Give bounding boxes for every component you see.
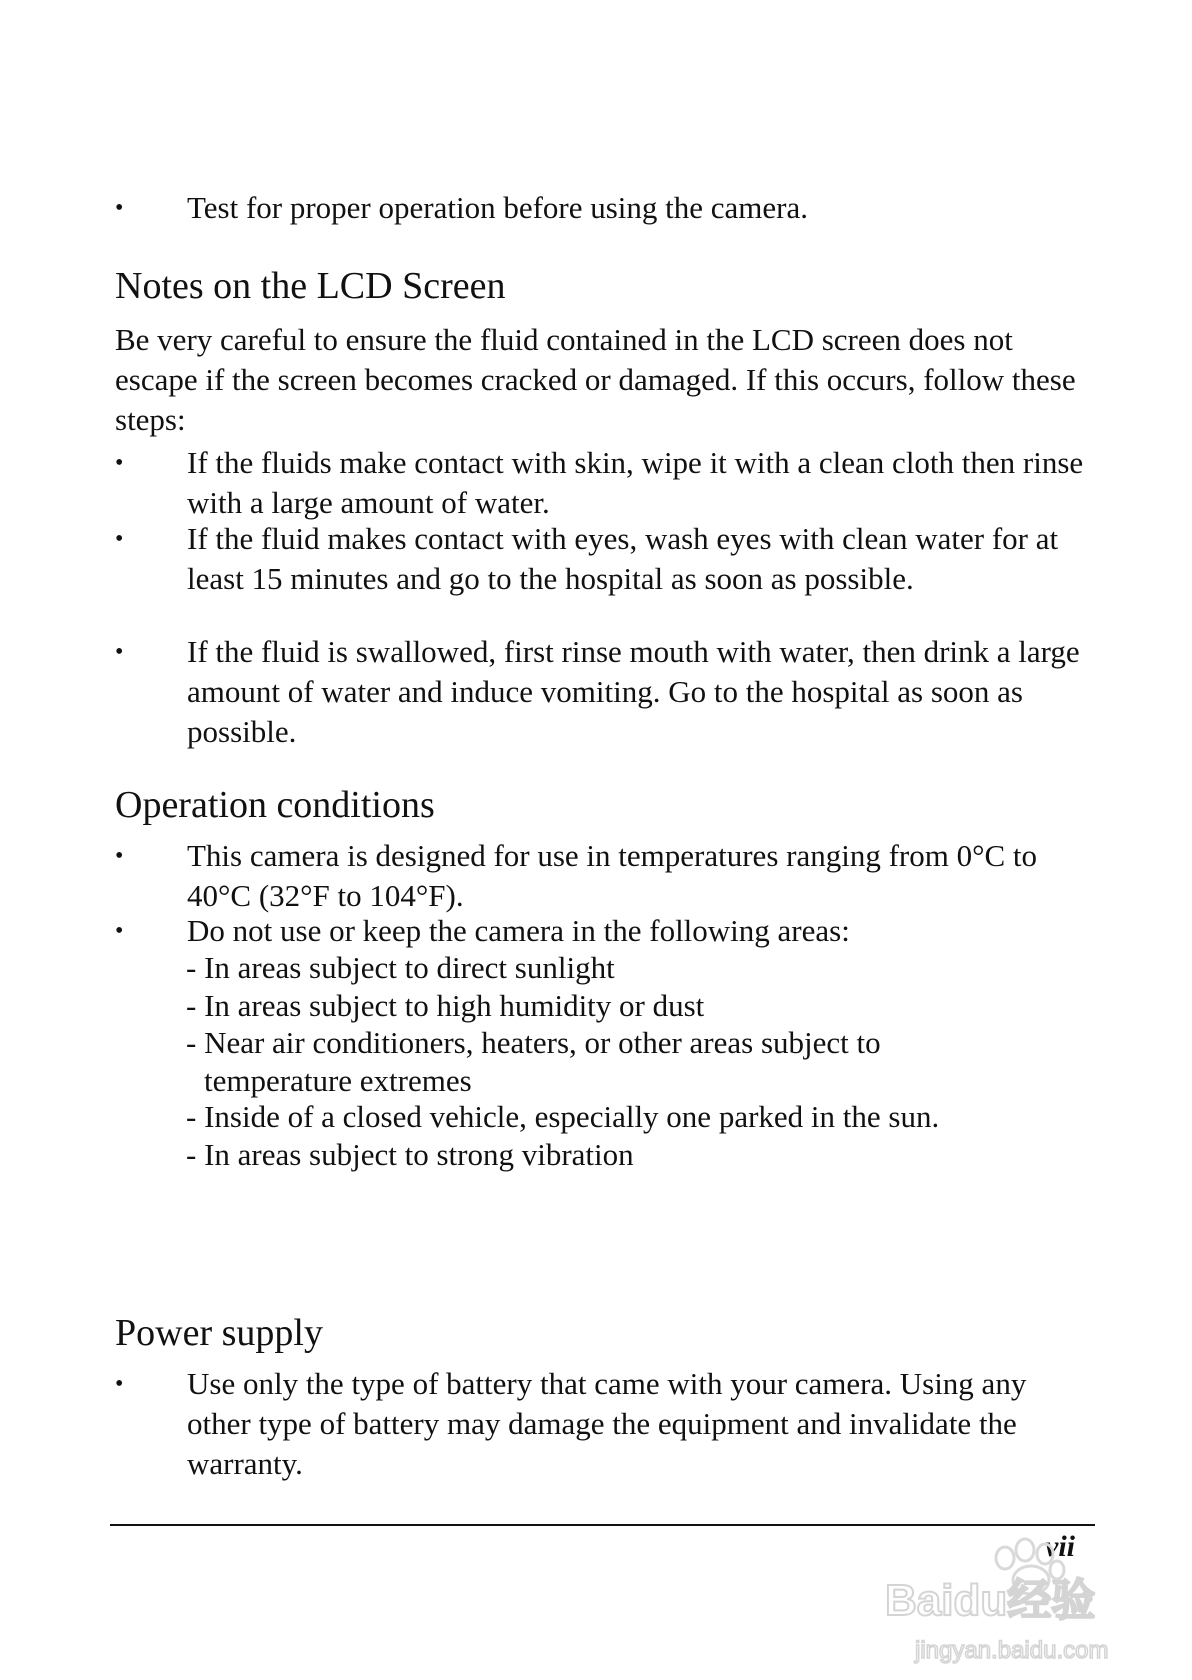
page-number: vii xyxy=(1045,1530,1075,1563)
lcd-intro-paragraph: Be very careful to ensure the fluid contained in the LCD screen does not escape if the screen becomes cracked or damaged. If this occurs, follow these steps: xyxy=(115,322,1076,437)
bullet-glyph: • xyxy=(115,639,124,665)
bullet-text: If the fluid is swallowed, first rinse mouth with water, then drink a large amount of water and induce vomiting. Go to the hospital as soon as possible. xyxy=(187,634,1080,749)
bullet-glyph: • xyxy=(115,843,124,869)
area-item: - In areas subject to strong vibration xyxy=(186,1137,634,1172)
area-item-continuation: temperature extremes xyxy=(204,1063,472,1098)
area-item: - In areas subject to direct sunlight xyxy=(186,950,615,985)
watermark-brand: Baidu经验 xyxy=(885,1576,1096,1625)
area-item: - In areas subject to high humidity or dust xyxy=(186,988,705,1023)
area-item: - Inside of a closed vehicle, especially one parked in the sun. xyxy=(186,1099,940,1134)
bullet-text: Use only the type of battery that came with your camera. Using any other type of battery may damage the equipment and invalidate the warranty. xyxy=(187,1366,1027,1481)
bullet-glyph: • xyxy=(115,450,124,476)
area-item: - Near air conditioners, heaters, or other areas subject to xyxy=(186,1025,881,1060)
bullet-text: Test for proper operation before using the camera. xyxy=(187,190,809,225)
bullet-text: If the fluids make contact with skin, wipe it with a clean cloth then rinse with a large amount of water. xyxy=(187,445,1084,520)
bullet-text: If the fluid makes contact with eyes, wash eyes with clean water for at least 15 minutes and go to the hospital as soon as possible. xyxy=(187,521,1059,596)
bullet-glyph: • xyxy=(115,526,124,552)
bullet-text: This camera is designed for use in temperatures ranging from 0°C to 40°C (32°F to 104°F). xyxy=(187,838,1038,913)
section-heading-lcd: Notes on the LCD Screen xyxy=(115,265,506,307)
section-heading-power: Power supply xyxy=(115,1312,323,1354)
watermark-url: jingyan.baidu.com xyxy=(915,1637,1109,1664)
bullet-glyph: • xyxy=(115,195,124,221)
baidu-watermark-logo xyxy=(855,1520,1155,1670)
bullet-glyph: • xyxy=(115,918,124,944)
bullet-glyph: • xyxy=(115,1371,124,1397)
bullet-text: Do not use or keep the camera in the following areas: xyxy=(187,913,850,948)
section-heading-operation: Operation conditions xyxy=(115,784,435,826)
